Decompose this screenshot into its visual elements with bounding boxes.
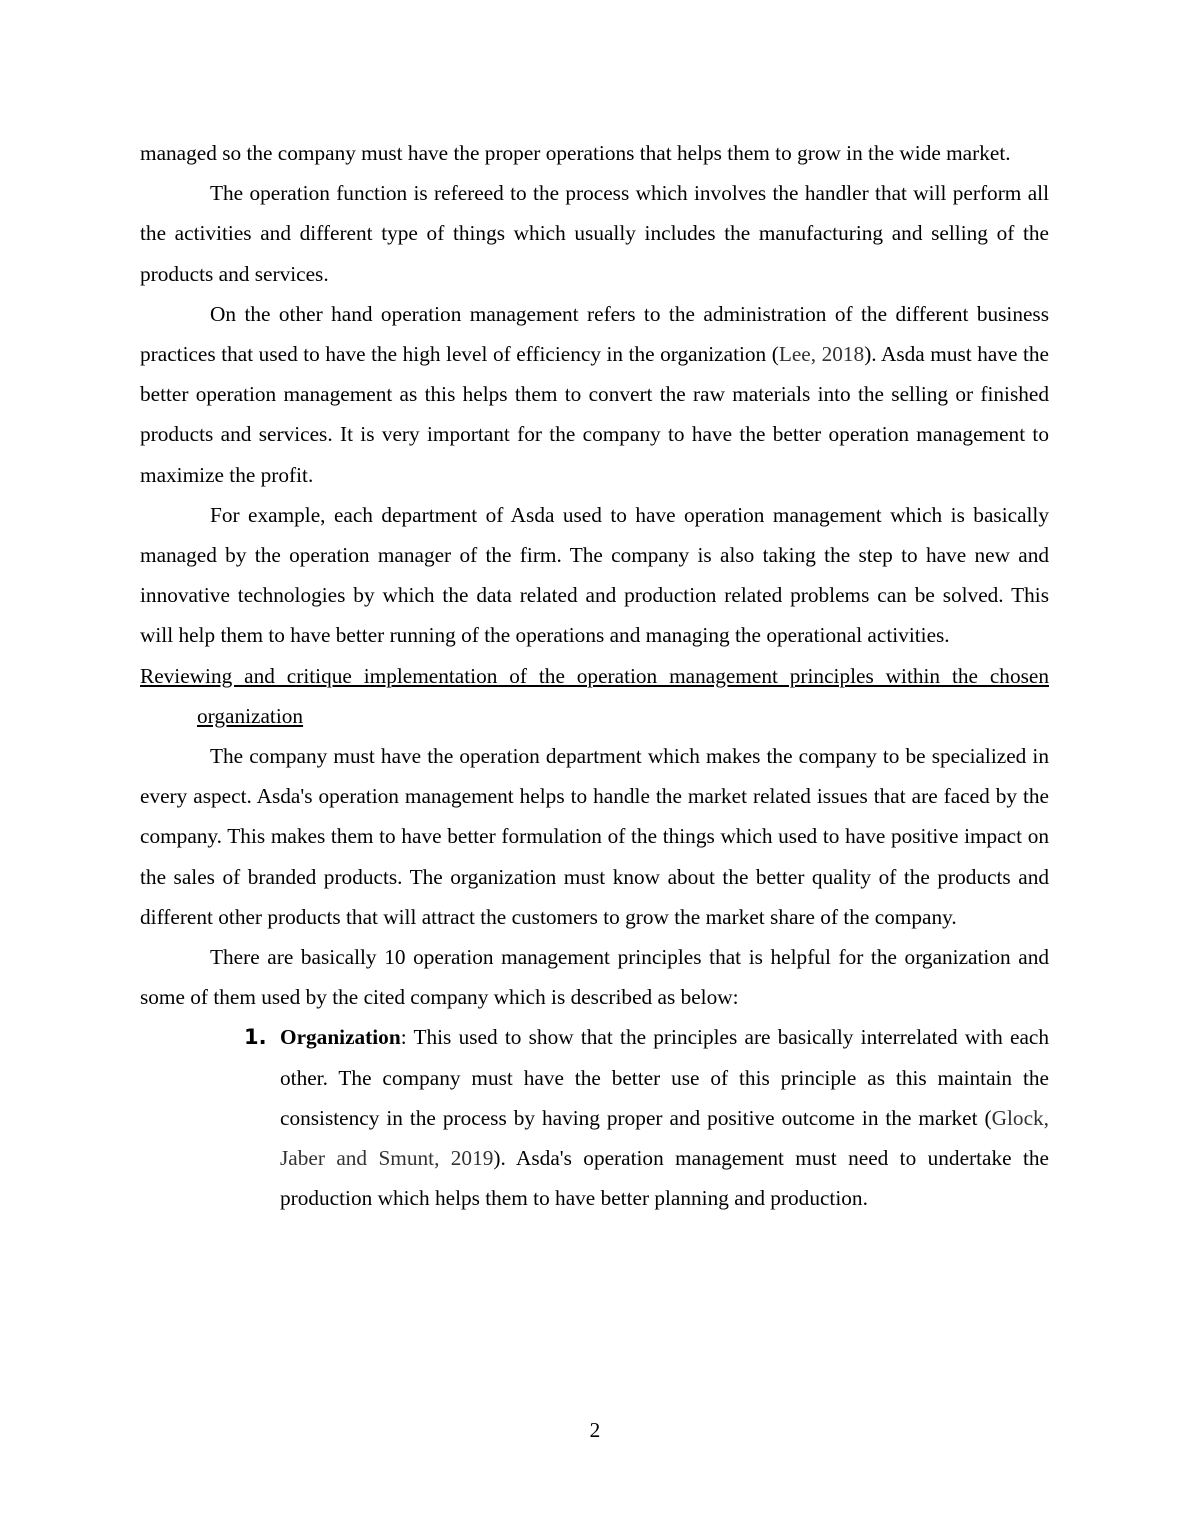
paragraph: The operation function is refereed to the process which involves the handler that will perform all the activities and different type of things which usually includes the manufacturing and selling of the products and services. <box>140 181 1049 286</box>
list-number: 1. <box>244 1025 267 1050</box>
paragraph: managed so the company must have the proper operations that helps them to grow in the wide market. <box>140 141 1011 165</box>
paragraph <box>140 294 1049 495</box>
paragraph-text: ). Asda must have the better operation management as this helps them to convert the raw materials into the selling or finished products and services. It is very important for the company to have the better operation management to maximize the profit. <box>140 342 1050 487</box>
paragraph: For example, each department of Asda used to have operation management which is basically managed by the operation manager of the firm. The company is also taking the step to have new and innovative technologies by which the data related and production related problems can be solved. This will help them to have better running of the operations and managing the operational activities. <box>140 502 1049 648</box>
section-heading: Reviewing and critique implementation of the operation management principles within the chosen organization <box>140 663 1049 728</box>
list-term: Organization <box>280 1025 401 1050</box>
page-number: 2 <box>589 1418 601 1442</box>
paragraph-text: On the other hand operation management refers to the administration of the different business practices that used to have the high level of efficiency in the organization ( <box>140 301 1049 367</box>
paragraph: There are basically 10 operation management principles that is helpful for the organization and some of them used by the cited company which is described as below: <box>140 945 1049 1010</box>
list-item <box>244 1017 1050 1218</box>
list-text: ). Asda's operation management must need to undertake the production which helps them to have better planning and production. <box>280 1146 1050 1211</box>
document-body <box>140 133 1049 1218</box>
principles-list <box>140 1017 1049 1218</box>
citation: Lee, 2018 <box>778 342 865 367</box>
list-text: : This used to show that the principles are basically interrelated with each other. The company must have the better use of this principle as this maintain the consistency in the process by having proper and positive outcome in the market ( <box>280 1025 1049 1130</box>
citation: Glock, Jaber and Smunt, 2019 <box>280 1105 1049 1171</box>
paragraph: The company must have the operation department which makes the company to be specialized in every aspect. Asda's operation management helps to handle the market related issues that are faced by the company. This makes them to have better formulation of the things which used to have positive impact on the sales of branded products. The organization must know about the better quality of the products and different other products that will attract the customers to grow the market share of the company. <box>140 744 1049 929</box>
